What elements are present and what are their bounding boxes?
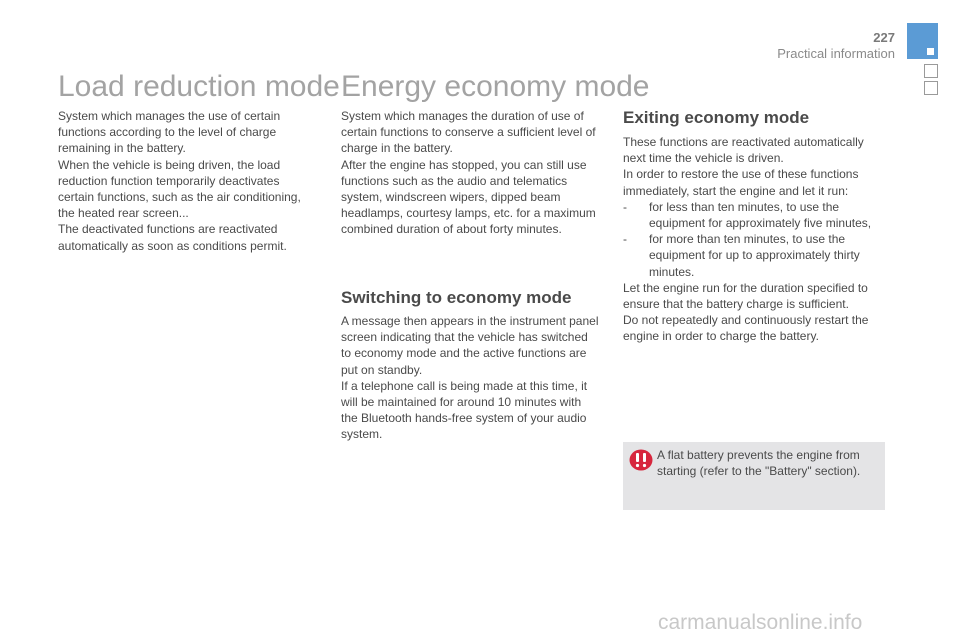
- tab-marker-icon: [927, 48, 934, 55]
- page-number: 227: [873, 30, 895, 45]
- exiting-heading: Exiting economy mode: [623, 108, 810, 127]
- paragraph: These functions are reactivated automatically next time the vehicle is driven.: [623, 135, 864, 166]
- paragraph: After the engine has stopped, you can still use functions such as the audio and telematics system, windscreen wipers, dipped beam headlamps, courtesy lamps, etc. for a maximum combined duration of about forty minutes.: [341, 157, 596, 237]
- paragraph: System which manages the duration of use of certain functions to conserve a sufficient level of charge in the battery.: [341, 109, 596, 156]
- load-reduction-body: [58, 108, 303, 254]
- switching-body: [341, 313, 599, 443]
- energy-economy-title: Energy economy mode: [341, 70, 650, 103]
- section-tab-3[interactable]: [924, 81, 938, 95]
- paragraph: If a telephone call is being made at this time, it will be maintained for around 10 minutes with the Bluetooth hands-free system of your audio system.: [341, 378, 588, 442]
- paragraph: System which manages the use of certain functions according to the level of charge remaining in the battery.: [58, 109, 281, 156]
- paragraph: Let the engine run for the duration specified to ensure that the battery charge is sufficient.: [623, 280, 868, 312]
- section-tab-2[interactable]: [924, 64, 938, 78]
- section-tab-active[interactable]: [907, 23, 938, 59]
- list-item-text: for less than ten minutes, to use the equipment for approximately five minutes,: [649, 199, 872, 231]
- switching-heading: Switching to economy mode: [341, 288, 572, 307]
- bullet-dash: -: [623, 232, 627, 247]
- paragraph: A message then appears in the instrument panel screen indicating that the vehicle has switched to economy mode and the active functions are put on standby.: [341, 314, 599, 377]
- list-item: [623, 199, 881, 231]
- list-item-text: for more than ten minutes, to use the equipment for up to approximately thirty minutes.: [649, 232, 860, 279]
- paragraph: When the vehicle is being driven, the load reduction function temporarily deactivates certain functions, such as the air conditioning, the heated rear screen...: [58, 157, 301, 221]
- warning-icon: [629, 449, 653, 471]
- paragraph: The deactivated functions are reactivated automatically as soon as conditions permit.: [58, 222, 287, 253]
- watermark: carmanualsonline.info: [658, 611, 863, 634]
- warning-note-text: A flat battery prevents the engine from starting (refer to the "Battery" section).: [657, 448, 861, 479]
- section-label: Practical information: [777, 46, 895, 61]
- load-reduction-title: Load reduction mode: [58, 70, 340, 103]
- list-item: [623, 231, 881, 280]
- paragraph: In order to restore the use of these functions immediately, start the engine and let it run:: [623, 167, 859, 198]
- energy-economy-body: [341, 108, 598, 238]
- bullet-dash: -: [623, 199, 627, 214]
- warning-note: [623, 442, 885, 510]
- paragraph: Do not repeatedly and continuously restart the engine in order to charge the battery.: [623, 313, 869, 344]
- exiting-body: [623, 134, 881, 345]
